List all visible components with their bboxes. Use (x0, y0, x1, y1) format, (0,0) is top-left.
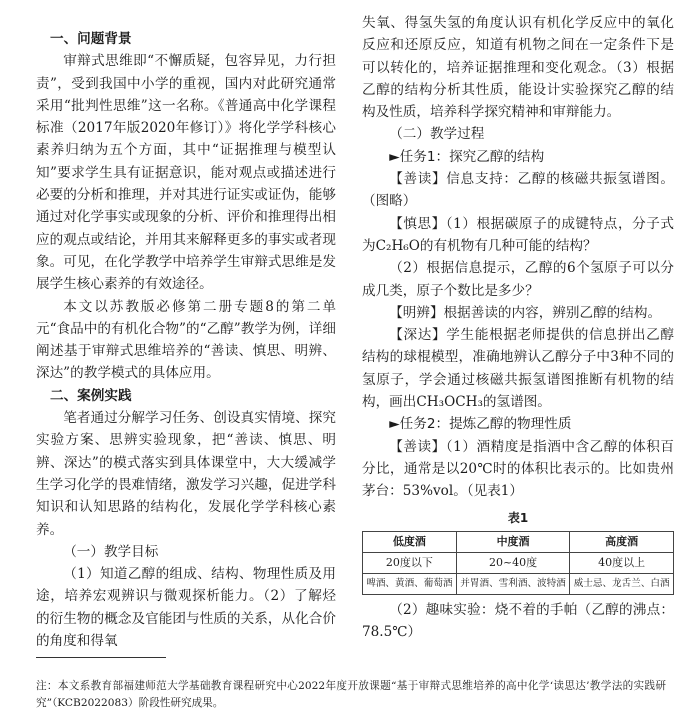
task1-shenda: 【深达】学生能根据老师提供的信息拼出乙醇结构的球棍模型，准确地辨认乙醇分子中3种不同的氢原子，学会通过核磁共振氢谱图推断有机物的结构，画出CH₃OCH₃的氢谱图。 (362, 327, 674, 411)
table-cell: 40度以上 (570, 552, 674, 573)
task1-shandu: 【善读】信息支持：乙醇的核磁共振氢谱图。（图略） (362, 171, 674, 210)
paragraph-case-intro: 笔者通过分解学习任务、创设真实情境、探究实验方案、思辨实验现象，把“善读、慎思、明辨、深达”的模式落实到具体课堂中，大大缓减学生学习化学的畏难情绪，激发学习兴趣，促进学科知识和认知思路的结构化，发展化学学科核心素养。 (36, 410, 336, 538)
task2-shandu: 【善读】（1）酒精度是指酒中含乙醇的体积百分比，通常是以20℃时的体积比表示的。比如贵州茅台：53%vol。（见表1） (362, 438, 674, 500)
table-cell: 20度以下 (363, 552, 457, 573)
footnote: 注：本文系教育部福建师范大学基础教育课程研究中心2022年度开放课题“基于审辩式思维培养的高中化学‘读思达’教学法的实践研究”（KCB2022083）阶段性研究成果。 (36, 680, 666, 709)
task1-heading: ►任务1：探究乙醇的结构 (389, 148, 545, 165)
table-header-cell: 高度酒 (570, 531, 674, 552)
liquor-table (362, 531, 674, 595)
task1-mingbian: 【明辨】根据善读的内容，辨别乙醇的结构。 (389, 304, 662, 321)
paragraph-teaching-goals: （1）知道乙醇的组成、结构、物理性质及用途，培养宏观辨识与微观探析能力。（2）了解烃的衍生物的概念及官能团与性质的关系，从化合价的角度和得氧 (36, 566, 336, 650)
paragraph-critical-thinking: 审辩式思维即“不懈质疑，包容异见，力行担责”，受到我国中小学的重视，国内对此研究通常采用“批判性思维”这一名称。《普通高中化学课程标准（2017年版2020年修订）》将化学学科核心素养归纳为五个方面，其中“证据推理与模型认知”要求学生具有证据意识，能对观点或描述进行必要的分析和推理，并对其进行证实或证伪，能够通过对化学事实或现象的分析、评价和推理得出相应的观点或结论，并用其来解释更多的事实或者现象。可见，在化学教学中培养学生审辩式思维是发展学生核心素养的有效途径。 (36, 53, 336, 293)
table-header-cell: 低度酒 (363, 531, 457, 552)
table-cell: 啤酒、黄酒、葡萄酒 (363, 573, 457, 594)
subheading-teaching-goals: （一）教学目标 (63, 543, 159, 560)
section-heading-case-practice: 二、案例实践 (50, 387, 132, 404)
table-header-row (363, 531, 674, 552)
table-row (363, 552, 674, 573)
task2-heading: ►任务2：提炼乙醇的物理性质 (389, 416, 572, 433)
task1-shensi-2: （2）根据信息提示，乙醇的6个氢原子可以分成几类，原子个数比是多少？ (362, 260, 674, 299)
right-column (362, 12, 674, 643)
table-row (363, 573, 674, 594)
subheading-teaching-process: （二）教学过程 (389, 126, 485, 143)
table-cell: 威士忌、龙舌兰、白酒 (570, 573, 674, 594)
table-caption: 表1 (507, 510, 529, 525)
table-cell: 并胃酒、雪利酒、波特酒 (456, 573, 570, 594)
table-cell: 20~40度 (456, 552, 570, 573)
paragraph-goals-continued: 失氧、得氢失氢的角度认识有机化学反应中的氧化反应和还原反应，知道有机物之间在一定条件下是可以转化的，培养证据推理和变化观念。（3）根据乙醇的结构分析其性质，能设计实验探究乙醇的结构及性质，培养科学探究精神和审辩能力。 (362, 15, 674, 121)
table-header-cell: 中度酒 (456, 531, 570, 552)
section-heading-background: 一、问题背景 (50, 31, 132, 47)
footnote-divider (36, 657, 166, 658)
paragraph-article-scope: 本文以苏教版必修第二册专题8的第二单元“食品中的有机化合物”的“乙醇”教学为例，详细阐述基于审辩式思维培养的“善读、慎思、明辨、深达”的教学模式的具体应用。 (36, 298, 336, 382)
task2-experiment: （2）趣味实验：烧不着的手帕（乙醇的沸点：78.5℃） (362, 601, 674, 641)
left-column (36, 28, 336, 652)
task1-shensi-1: 【慎思】（1）根据碳原子的成键特点，分子式为C₂H₆O的有机物有几种可能的结构？ (362, 215, 674, 254)
